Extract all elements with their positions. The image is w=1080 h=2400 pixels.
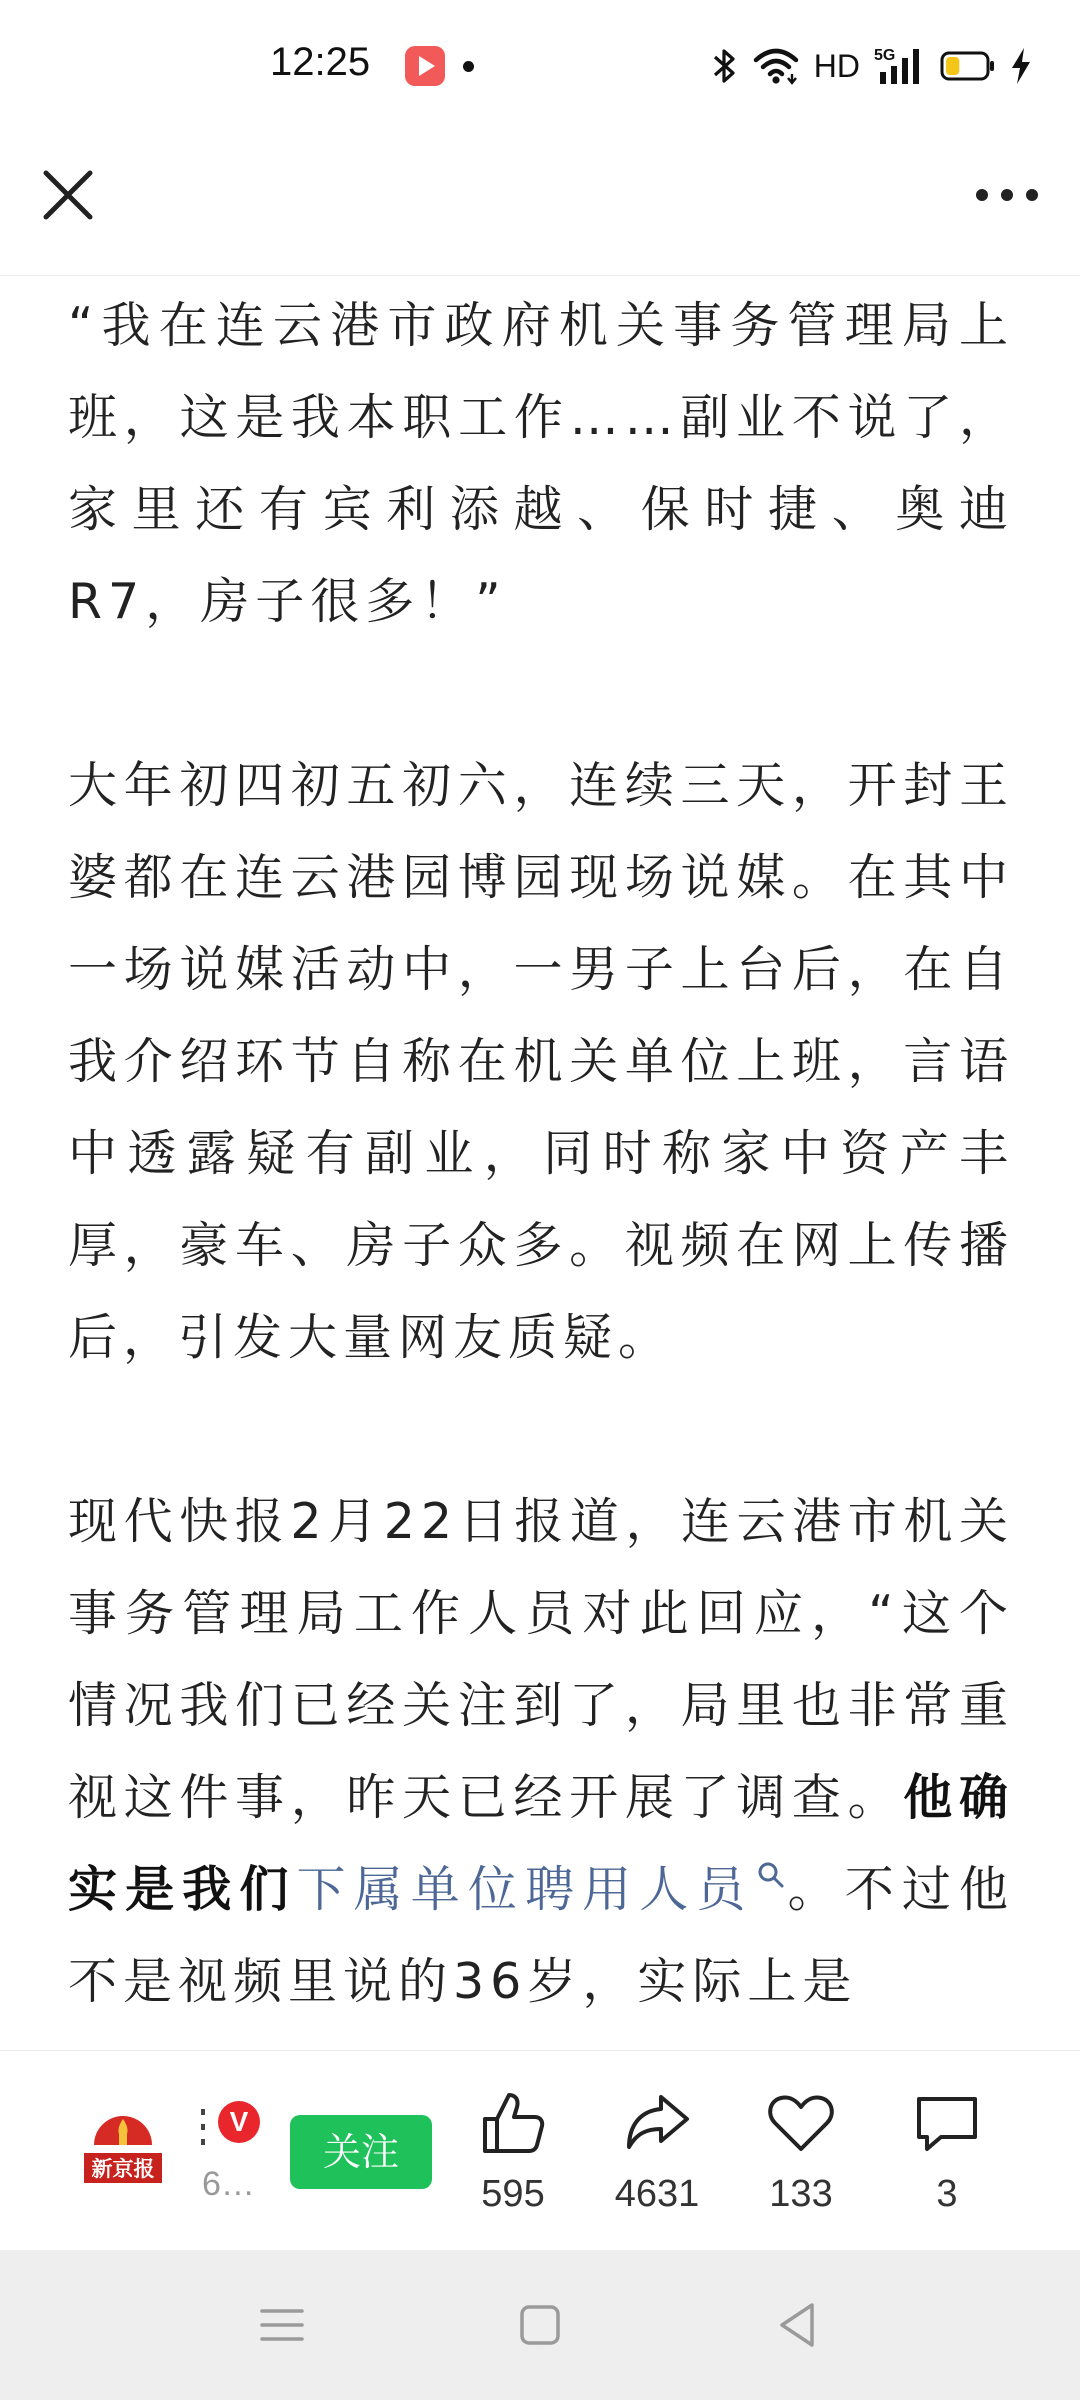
wifi-icon (752, 46, 800, 86)
more-button[interactable] (972, 170, 1042, 220)
follow-button[interactable]: 关注 (290, 2115, 432, 2189)
status-icons (712, 40, 1032, 92)
status-time: 12:25 (270, 40, 371, 84)
comment-icon (911, 2087, 983, 2159)
search-link[interactable]: 下属单位聘用人员 (296, 1861, 754, 1918)
share-button[interactable] (592, 2087, 722, 2216)
article-body[interactable] (0, 276, 1080, 2050)
bluetooth-icon (712, 46, 738, 86)
verified-badge: V (218, 2101, 260, 2143)
recent-apps-button[interactable] (250, 2293, 314, 2357)
action-bar (0, 2050, 1080, 2251)
battery-icon (940, 51, 996, 81)
publisher-name-truncated (200, 2109, 206, 2145)
close-button[interactable] (38, 165, 98, 225)
favorite-button[interactable] (736, 2087, 866, 2216)
navigation-bar (0, 2250, 1080, 2400)
home-icon (508, 2293, 572, 2357)
like-button[interactable] (448, 2087, 578, 2216)
thumbs-up-icon (477, 2087, 549, 2159)
comment-button[interactable] (882, 2087, 1012, 2216)
close-icon (38, 165, 98, 225)
heart-icon (765, 2087, 837, 2159)
publisher-logo-text: 新京报 (91, 2157, 155, 2181)
back-button[interactable] (766, 2293, 830, 2357)
charging-icon (1010, 47, 1032, 85)
comment-count: 3 (936, 2173, 958, 2215)
article-paragraph-1: “我在连云港市政府机关事务管理局上班，这是我本职工作……副业不说了，家里还有宾利添越、保时捷、奥迪R7，房子很多！” (68, 297, 1014, 630)
publisher-logo-image (78, 2107, 168, 2189)
paragraph-text-continued: 。不过他不是视频里说的36岁，实际上是 (68, 1861, 1014, 2010)
share-count: 4631 (614, 2173, 700, 2215)
status-bar (0, 0, 1080, 135)
paragraph-text: 现代快报2月22日报道，连云港市机关事务管理局工作人员对此回应，“这个情况我们已经关注到了，局里也非常重视这件事，昨天已经开展了调查。 (68, 1493, 1014, 1826)
screen-record-icon (405, 46, 445, 86)
bold-text: 他确实是我们 (68, 1769, 1014, 1918)
top-bar (0, 135, 1080, 276)
signal-icon (874, 44, 926, 88)
article-content (68, 280, 1014, 2050)
article-paragraph-2: 大年初四初五初六，连续三天，开封王婆都在连云港园博园现场说媒。在其中一场说媒活动中，一男子上台后，在自我介绍环节自称在机关单位上班，言语中透露疑有副业，同时称家中资产丰厚，豪车、房子众多。视频在网上传播后，引发大量网友质疑。 (68, 757, 1014, 1366)
publisher-logo[interactable] (78, 2107, 168, 2189)
share-icon (621, 2087, 693, 2159)
more-dots-icon (972, 170, 1042, 220)
menu-icon (250, 2293, 314, 2357)
favorite-count: 133 (769, 2173, 833, 2215)
cell-label: 5G (874, 47, 896, 64)
hd-label: HD (813, 47, 860, 84)
like-count: 595 (481, 2173, 545, 2215)
article-paragraph-3 (68, 1476, 1014, 2028)
home-button[interactable] (508, 2293, 572, 2357)
back-icon (766, 2293, 830, 2357)
notification-dot (463, 61, 474, 72)
search-icon[interactable] (757, 1861, 785, 1889)
publisher-subtitle: 6… (202, 2165, 255, 2203)
